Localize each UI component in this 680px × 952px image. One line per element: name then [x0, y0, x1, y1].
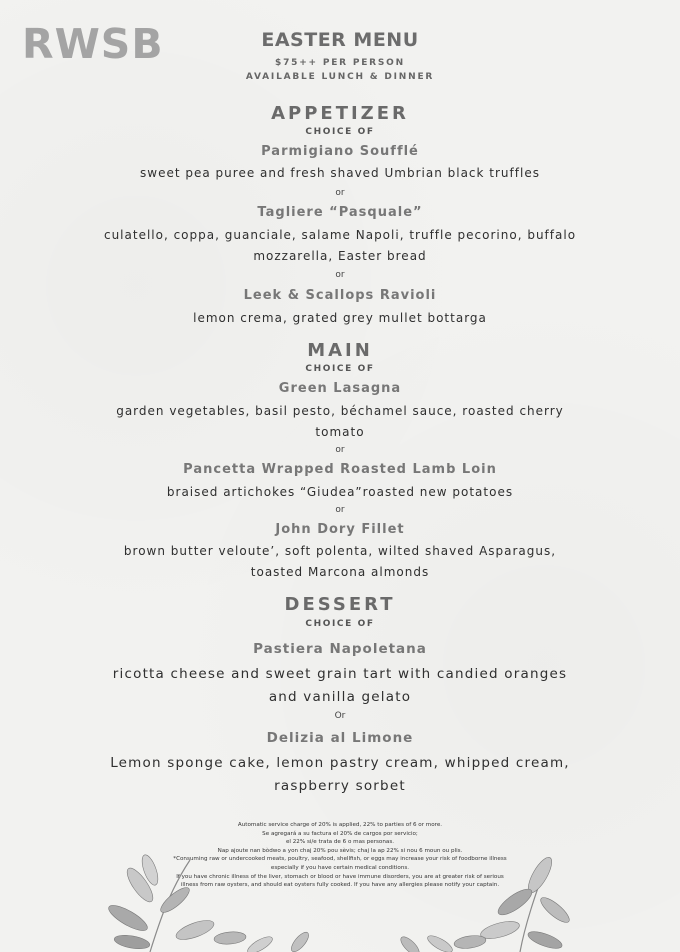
main-desc-3b: toasted Marcona almonds	[250, 565, 430, 579]
appetizer-dish-1: Parmigiano Soufflé	[261, 144, 419, 159]
appetizer-choice: CHOICE OF	[305, 127, 375, 137]
main-desc-1b: tomato	[315, 425, 365, 439]
menu-title: EASTER MENU	[261, 29, 419, 51]
footer-notes	[150, 821, 530, 890]
appetizer-desc-2b: mozzarella, Easter bread	[253, 249, 427, 263]
appetizer-desc-3: lemon crema, grated grey mullet bottarga	[193, 311, 487, 325]
appetizer-desc-1: sweet pea puree and fresh shaved Umbrian black truffles	[140, 166, 540, 180]
dessert-desc-2b: raspberry sorbet	[274, 778, 406, 794]
main-desc-2: braised artichokes “Giudea”roasted new potatoes	[166, 485, 514, 499]
appetizer-dish-2: Tagliere “Pasquale”	[257, 205, 423, 220]
main-desc-1a: garden vegetables, basil pesto, béchamel sauce, roasted cherry	[116, 404, 564, 418]
price-line: $75++ PER PERSON	[275, 58, 405, 68]
main-or-1: or	[335, 445, 345, 455]
dessert-desc-2a: Lemon sponge cake, lemon pastry cream, whipped cream,	[110, 755, 570, 771]
footer-line-1: Automatic service charge of 20% is applied, 22% to parties of 6 or more.	[237, 822, 443, 828]
footer-line-8: illness from raw oysters, and should eat oysters fully cooked. If you have any allergies please notify your captain.	[180, 882, 500, 889]
footer-line-2: Se agregará a su factura el 20% de cargos por servicio;	[262, 830, 418, 837]
main-heading: MAIN	[307, 340, 373, 361]
dessert-desc-1a: ricotta cheese and sweet grain tart with candied oranges	[112, 666, 568, 682]
brand-logo: RWSB	[22, 20, 164, 68]
main-choice: CHOICE OF	[305, 364, 375, 374]
main-or-2: or	[335, 505, 345, 515]
footer-line-7: If you have chronic illness of the liver, stomach or blood or have immune disorders, you are at greater risk of serious	[176, 873, 504, 880]
footer-line-5: *Consuming raw or undercooked meats, poultry, seafood, shellfish, or eggs may increase your risk of foodborne illness	[173, 856, 507, 863]
dessert-heading: DESSERT	[284, 594, 396, 615]
dessert-or-1: Or	[334, 711, 346, 721]
appetizer-heading: APPETIZER	[271, 103, 409, 124]
appetizer-dish-3: Leek & Scallops Ravioli	[243, 288, 437, 303]
main-dish-3: John Dory Fillet	[275, 522, 405, 537]
footer-line-3: el 22% si/e trata de 6 o mas personas.	[285, 839, 395, 846]
main-dish-2: Pancetta Wrapped Roasted Lamb Loin	[183, 462, 497, 477]
main-desc-3a: brown butter veloute’, soft polenta, wilted shaved Asparagus,	[123, 544, 557, 558]
appetizer-desc-2a: culatello, coppa, guanciale, salame Napoli, truffle pecorino, buffalo	[103, 228, 577, 242]
appetizer-or-2: or	[335, 270, 345, 280]
footer-line-4: Nap ajoute nan bòdwo a yon chaj 20% pou sèvis; chaj la ap 22% si nou 6 moun ou plis.	[217, 847, 463, 854]
dessert-desc-1b: and vanilla gelato	[268, 689, 412, 705]
availability-line: AVAILABLE LUNCH & DINNER	[245, 72, 435, 82]
main-dish-1: Green Lasagna	[278, 381, 402, 396]
dessert-dish-1: Pastiera Napoletana	[253, 641, 427, 657]
appetizer-or-1: or	[335, 188, 345, 198]
dessert-choice: CHOICE OF	[305, 619, 375, 629]
footer-line-6: especially if you have certain medical conditions.	[270, 864, 410, 871]
dessert-dish-2: Delizia al Limone	[266, 730, 414, 746]
